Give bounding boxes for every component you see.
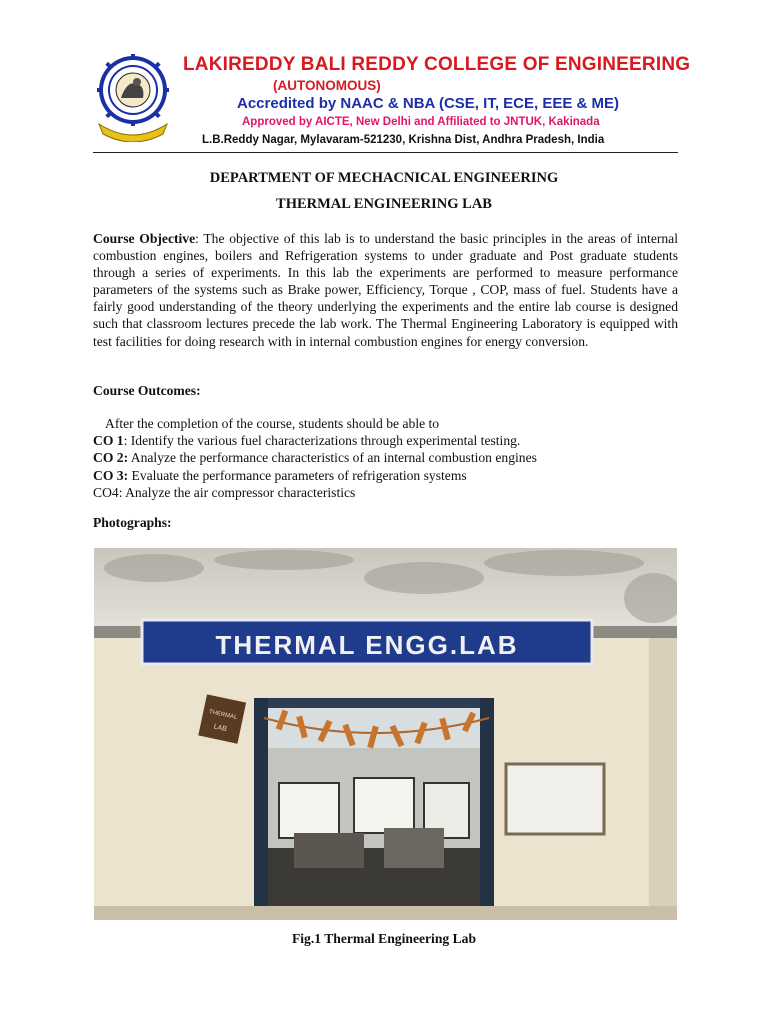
list-item — [93, 467, 678, 484]
department-title: DEPARTMENT OF MECHACNICAL ENGINEERING — [209, 170, 559, 186]
co-code: CO 3: — [93, 467, 129, 483]
lab-photograph — [94, 548, 677, 920]
list-item — [93, 449, 678, 466]
approval-line: Approved by AICTE, New Delhi and Affiliated to JNTUK, Kakinada — [242, 116, 600, 128]
course-outcomes-list — [93, 415, 678, 501]
course-objective-text: : The objective of this lab is to understand the basic principles in the areas of internal combustion engines, boilers and Refrigeration systems to under graduate and Post graduate students through a series of experiments. In this lab the experiments are performed to measure performance parameters of the systems such as Brake power, Efficiency, Torque , COP, mass of fuel. Students have a fairly good understanding of the theory underlying the experiments and the entire lab course is designed such that classroom lectures precede the lab work. The Thermal Engineering Laboratory is equipped with test facilities for doing research with in internal combustion engines for energy conversion. — [93, 231, 678, 349]
co-text: : Analyze the air compressor characteristics — [118, 484, 356, 500]
college-seal-icon — [93, 54, 173, 142]
course-outcomes-heading: Course Outcomes: — [93, 383, 201, 398]
lab-sign-text: THERMAL ENGG.LAB — [215, 630, 519, 660]
door-sign-line2: LAB — [213, 723, 228, 734]
autonomous-label: (AUTONOMOUS) — [273, 78, 381, 93]
course-objective-label: Course Objective — [93, 231, 196, 246]
list-item — [93, 484, 678, 501]
letterhead — [93, 50, 691, 152]
co-code: CO 1 — [93, 433, 124, 449]
accreditation-line: Accredited by NAAC & NBA (CSE, IT, ECE, EEE & ME) — [237, 95, 620, 112]
college-name: LAKIREDDY BALI REDDY COLLEGE OF ENGINEERING — [183, 54, 691, 75]
co-code: CO 2: — [93, 450, 129, 466]
lab-title: THERMAL ENGINEERING LAB — [276, 196, 492, 212]
list-item — [93, 432, 678, 449]
college-address: L.B.Reddy Nagar, Mylavaram-521230, Krishna Dist, Andhra Pradesh, India — [202, 134, 605, 146]
co-code: CO4 — [93, 484, 119, 500]
co-text: Analyze the performance characteristics of an internal combustion engines — [128, 450, 537, 466]
figure-caption: Fig.1 Thermal Engineering Lab — [291, 931, 477, 946]
header-divider — [93, 152, 678, 153]
co-text: : Identify the various fuel characterizations through experimental testing. — [123, 433, 521, 449]
outcomes-intro: After the completion of the course, students should be able to — [105, 416, 440, 431]
co-text: Evaluate the performance parameters of refrigeration systems — [128, 467, 467, 483]
door-sign-line1: THERMAL — [208, 709, 238, 722]
course-objective-paragraph — [93, 230, 678, 350]
photographs-heading: Photographs: — [93, 515, 172, 530]
lab-entrance-illustration — [94, 548, 677, 920]
